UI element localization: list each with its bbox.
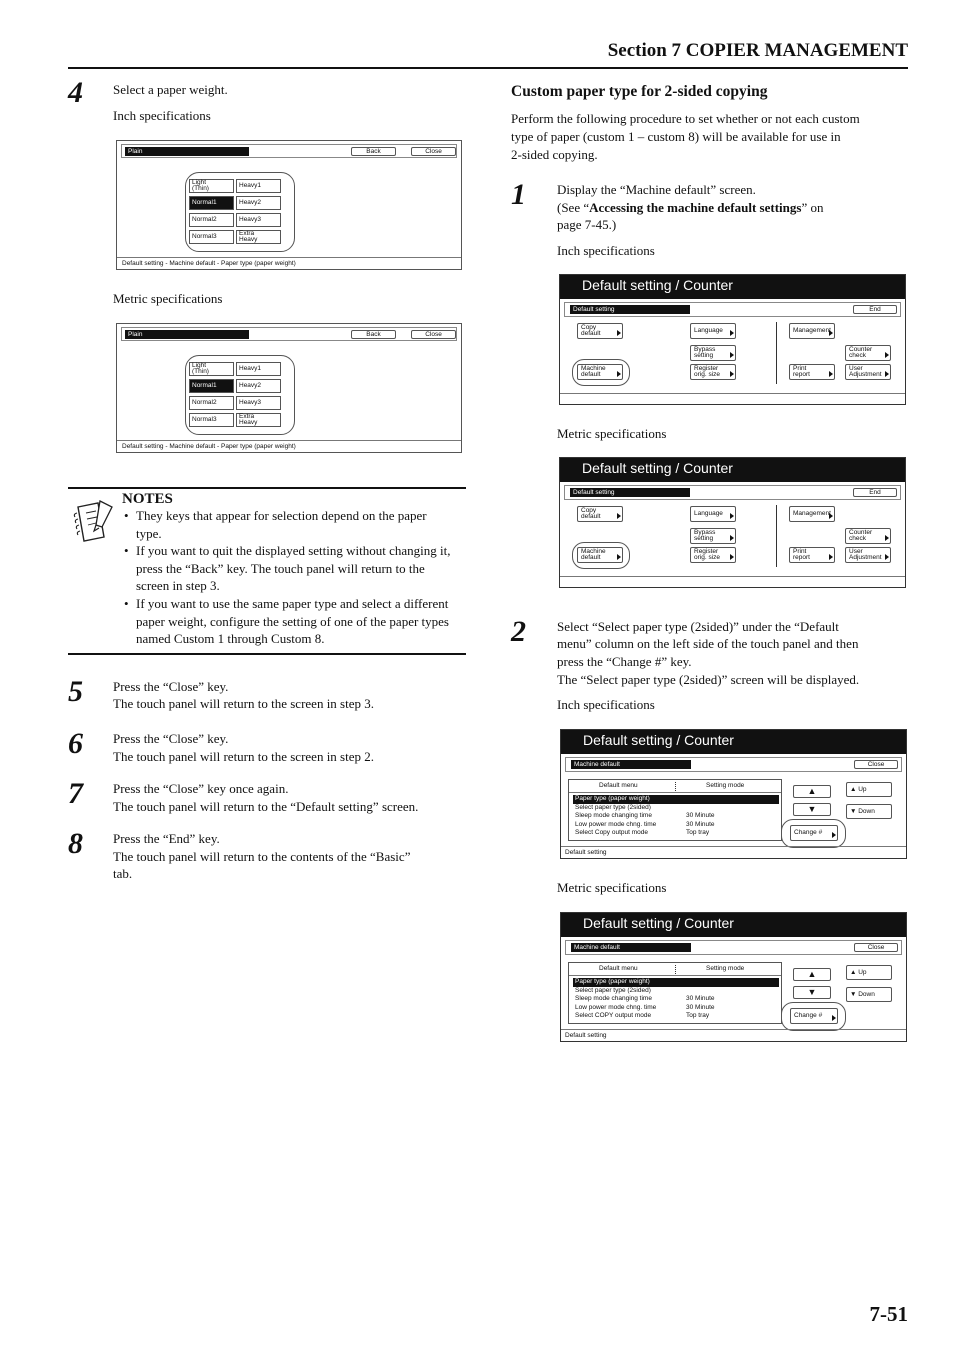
user-adjustment-button[interactable] [845,547,891,563]
footer-rule [561,846,906,847]
print-report-button[interactable] [789,364,835,380]
screen-footer: Default setting - Machine default - Paper type (paper weight) [117,440,461,452]
step2-line: The “Select paper type (2sided)” screen will be displayed. [557,672,860,687]
button-label: Bypass [694,528,716,536]
end-button[interactable]: End [853,305,897,314]
change-button[interactable] [790,825,838,841]
extra-heavy-button[interactable] [236,230,281,244]
step-number-8: 8 [68,827,83,860]
end-button[interactable]: End [853,488,897,497]
button-label: Language [694,509,723,517]
menu-row[interactable] [575,821,779,830]
footer-rule [560,576,905,577]
button-label: orig. size [694,554,721,561]
button-label: orig. size [694,371,721,378]
notes-heading: NOTES [122,491,173,507]
screen-title: Default setting [570,488,690,497]
close-button[interactable]: Close [411,147,456,156]
paper-weight-screen-inch [116,140,462,270]
step-number-2: 2 [511,615,526,648]
button-label: Copy [581,323,597,331]
step7-line2: The touch panel will return to the “Default setting” screen. [113,799,419,814]
register-orig-size-button[interactable] [690,547,736,563]
column-separator [675,965,676,974]
paper-weight-screen-metric [116,323,462,453]
button-label: User [849,547,863,555]
column-header-setting-mode: Setting mode [706,782,745,789]
button-label: Normal3 [192,232,217,240]
light-thin-button[interactable] [189,179,234,193]
menu-label: Select COPY output mode [575,1012,652,1019]
menu-label: Sleep mode changing time [575,812,652,819]
menu-label: Low power mode chng. time [575,820,657,828]
metric-spec-label: Metric specifications [113,291,223,306]
heavy2-button[interactable] [236,196,281,210]
counter-check-button[interactable] [845,345,891,361]
normal1-button[interactable] [189,196,234,210]
normal3-button[interactable] [189,413,234,427]
step8-line3: tab. [113,866,133,881]
heavy3-button[interactable] [236,213,281,227]
menu-label: Select paper type (2sided) [575,986,651,994]
step2-line: Select “Select paper type (2sided)” under the “Default [557,619,839,634]
metric-spec-label: Metric specifications [557,426,667,441]
button-label: Heavy2 [239,198,262,206]
button-label: Normal2 [192,398,217,406]
button-label: (Thin) [192,368,209,375]
screen-footer: Default setting [565,849,607,856]
step6-line2: The touch panel will return to the screen in step 2. [113,749,375,764]
step6-line1: Press the “Close” key. [113,731,229,746]
heavy2-button[interactable] [236,379,281,393]
step1-line2 [557,199,823,217]
divider [776,322,777,384]
button-label: report [793,554,810,561]
extra-heavy-button[interactable] [236,413,281,427]
button-label: Counter [849,528,873,536]
button-label: Heavy [239,419,258,426]
step8-line2: The touch panel will return to the contents of the “Basic” [113,849,411,864]
button-label: Management [793,509,831,517]
menu-row[interactable] [575,987,779,996]
screen-header: Default setting / Counter [560,275,905,299]
default-menu-list [568,779,782,841]
step-number-4: 4 [68,76,83,109]
intro-line: Perform the following procedure to set whether or not each custom [511,111,860,126]
screen-title: Plain [125,330,249,339]
down-button[interactable]: ▼ Down [846,804,892,819]
button-label: Light [192,178,207,186]
machine-default-button[interactable] [577,547,623,563]
screen-top-bar [121,327,457,341]
menu-row[interactable] [575,1004,779,1013]
button-label: Machine [581,364,606,372]
menu-label: Paper type (paper weight) [575,795,650,802]
menu-row[interactable] [573,978,779,987]
reference-link-text: Accessing the machine default settings [589,200,802,215]
menu-value: Top tray [686,829,710,836]
screen-header: Default setting / Counter [561,913,906,937]
divider [776,505,777,567]
screen-top-bar [121,144,457,158]
bypass-setting-button[interactable] [690,528,736,544]
register-orig-size-button[interactable] [690,364,736,380]
screen-footer: Default setting - Machine default - Paper type (paper weight) [117,257,461,269]
menu-row[interactable] [575,829,779,838]
footer-rule [560,393,905,394]
light-thin-button[interactable] [189,362,234,376]
button-label: default [581,330,601,337]
button-label: report [793,371,810,378]
inch-spec-label: Inch specifications [557,697,655,712]
step2-line: menu” column on the left side of the touch panel and then [557,636,859,651]
management-button[interactable] [789,323,835,339]
button-label: Heavy1 [239,364,262,372]
normal3-button[interactable] [189,230,234,244]
column-header-default-menu: Default menu [599,965,638,972]
notes-box [68,487,466,655]
button-label: Extra [239,229,255,237]
button-label: Normal1 [192,381,217,389]
column-separator [675,782,676,791]
button-label: Adjustment [849,371,882,378]
footer-rule [561,1029,906,1030]
step-number-6: 6 [68,727,83,760]
menu-value: 30 Minute [686,1003,715,1011]
button-label: Heavy1 [239,181,262,189]
button-label: Change # [794,828,823,836]
menu-label: Sleep mode changing time [575,995,652,1002]
menu-label: Paper type (paper weight) [575,978,650,985]
column-header-setting-mode: Setting mode [706,965,745,972]
heavy3-button[interactable] [236,396,281,410]
heavy1-button[interactable] [236,362,281,376]
note-item: • If you want to quit the displayed setting without changing it, press the “Back” key. The touch panel will return to the screen in step 3. [124,542,454,595]
intro-line: type of paper (custom 1 – custom 8) will be available for use in [511,129,841,144]
menu-row[interactable] [575,1012,779,1021]
button-label: Light [192,361,207,369]
button-label: Normal2 [192,215,217,223]
heavy1-button[interactable] [236,179,281,193]
button-label: Management [793,326,831,334]
machine-default-button[interactable] [577,364,623,380]
user-adjustment-button[interactable] [845,364,891,380]
page-number: 7-51 [869,1302,908,1326]
step2-line: press the “Change #” key. [557,654,692,669]
text-part: (See “ [557,200,590,215]
screen-title: Machine default [571,943,691,952]
inch-spec-label: Inch specifications [557,243,655,258]
step-number-5: 5 [68,675,83,708]
step8-line1: Press the “End” key. [113,831,220,846]
normal1-button[interactable] [189,379,234,393]
step5-line1: Press the “Close” key. [113,679,229,694]
button-label: default [581,371,601,378]
machine-default-screen-inch [560,729,907,859]
normal2-button[interactable] [189,213,234,227]
button-label: Machine [581,547,606,555]
screen-title: Machine default [571,760,691,769]
menu-row[interactable] [575,995,779,1004]
section-title: Section 7 COPIER MANAGEMENT [607,40,908,61]
scroll-up-button[interactable]: ▲ [793,785,831,798]
menu-value: 30 Minute [686,812,715,819]
note-item: • They keys that appear for selection depend on the paper type. [124,507,454,542]
normal2-button[interactable] [189,396,234,410]
button-label: Normal1 [192,198,217,206]
default-setting-screen-metric [559,457,906,588]
button-label: Heavy3 [239,398,262,406]
menu-row[interactable] [573,795,779,804]
button-label: Copy [581,506,597,514]
inch-spec-label: Inch specifications [113,108,211,123]
button-label: Normal3 [192,415,217,423]
intro-line: 2-sided copying. [511,147,598,162]
counter-check-button[interactable] [845,528,891,544]
button-label: Heavy2 [239,381,262,389]
header-rule [68,67,908,69]
button-label: Heavy3 [239,215,262,223]
menu-label: Select paper type (2sided) [575,803,651,811]
menu-value: 30 Minute [686,820,715,828]
header-rule [569,975,781,976]
button-label: (Thin) [192,185,209,192]
menu-label: Low power mode chng. time [575,1003,657,1011]
close-button[interactable]: Close [411,330,456,339]
button-label: Bypass [694,345,716,353]
print-report-button[interactable] [789,547,835,563]
up-button[interactable]: ▲ Up [846,782,892,797]
language-button[interactable] [690,506,736,522]
note-item: • If you want to use the same paper type and select a different paper weight, configure the setting of one of the paper types named Custom 1 through Custom 8. [124,595,454,648]
menu-row[interactable] [575,812,779,821]
menu-value: Top tray [686,1012,710,1019]
screen-footer: Default setting [565,1032,607,1039]
step1-line3: page 7-45.) [557,217,617,232]
button-label: Print [793,547,807,555]
language-button[interactable] [690,323,736,339]
metric-spec-label: Metric specifications [557,880,667,895]
scroll-down-button[interactable]: ▼ [793,803,831,816]
back-button[interactable]: Back [351,330,396,339]
step-number-7: 7 [68,777,83,810]
default-setting-screen-inch [559,274,906,405]
step4-instruction: Select a paper weight. [113,82,228,97]
text-part: ” on [801,200,824,215]
screen-title: Default setting [570,305,690,314]
screen-header: Default setting / Counter [561,730,906,754]
button-label: Language [694,326,723,334]
button-label: Heavy [239,236,258,243]
back-button[interactable]: Back [351,147,396,156]
step7-line1: Press the “Close” key once again. [113,781,289,796]
screen-top-bar [565,757,902,772]
screen-top-bar [565,940,902,955]
step1-line1: Display the “Machine default” screen. [557,182,756,197]
button-label: default [581,513,601,520]
management-button[interactable] [789,506,835,522]
notepad-pencil-icon [72,497,114,545]
close-button[interactable]: Close [854,760,898,769]
scroll-up-button[interactable]: ▲ [793,968,831,981]
screen-top-bar [564,485,901,500]
step-number-1: 1 [511,178,526,211]
machine-default-screen-metric [560,912,907,1042]
copy-default-button[interactable] [577,506,623,522]
copy-default-button[interactable] [577,323,623,339]
menu-value: 30 Minute [686,995,715,1002]
screen-header: Default setting / Counter [560,458,905,482]
button-label: check [849,535,866,542]
button-label: setting [694,352,714,359]
column-header-default-menu: Default menu [599,782,638,789]
screen-top-bar [564,302,901,317]
bypass-setting-button[interactable] [690,345,736,361]
change-button[interactable] [790,1008,838,1024]
button-label: check [849,352,866,359]
button-label: User [849,364,863,372]
section-heading: Custom paper type for 2-sided copying [511,83,768,100]
down-button[interactable]: ▼ Down [846,987,892,1002]
button-label: Extra [239,412,255,420]
header-rule [569,792,781,793]
menu-row[interactable] [575,804,779,813]
button-label: Counter [849,345,873,353]
button-label: Adjustment [849,554,882,561]
close-button[interactable]: Close [854,943,898,952]
menu-label: Select Copy output mode [575,829,648,836]
button-label: Register [694,547,719,555]
button-label: default [581,554,601,561]
scroll-down-button[interactable]: ▼ [793,986,831,999]
screen-title: Plain [125,147,249,156]
step5-line2: The touch panel will return to the screen in step 3. [113,696,375,711]
button-label: Print [793,364,807,372]
button-label: Change # [794,1011,823,1019]
default-menu-list [568,962,782,1024]
up-button[interactable]: ▲ Up [846,965,892,980]
button-label: setting [694,535,714,542]
button-label: Register [694,364,719,372]
